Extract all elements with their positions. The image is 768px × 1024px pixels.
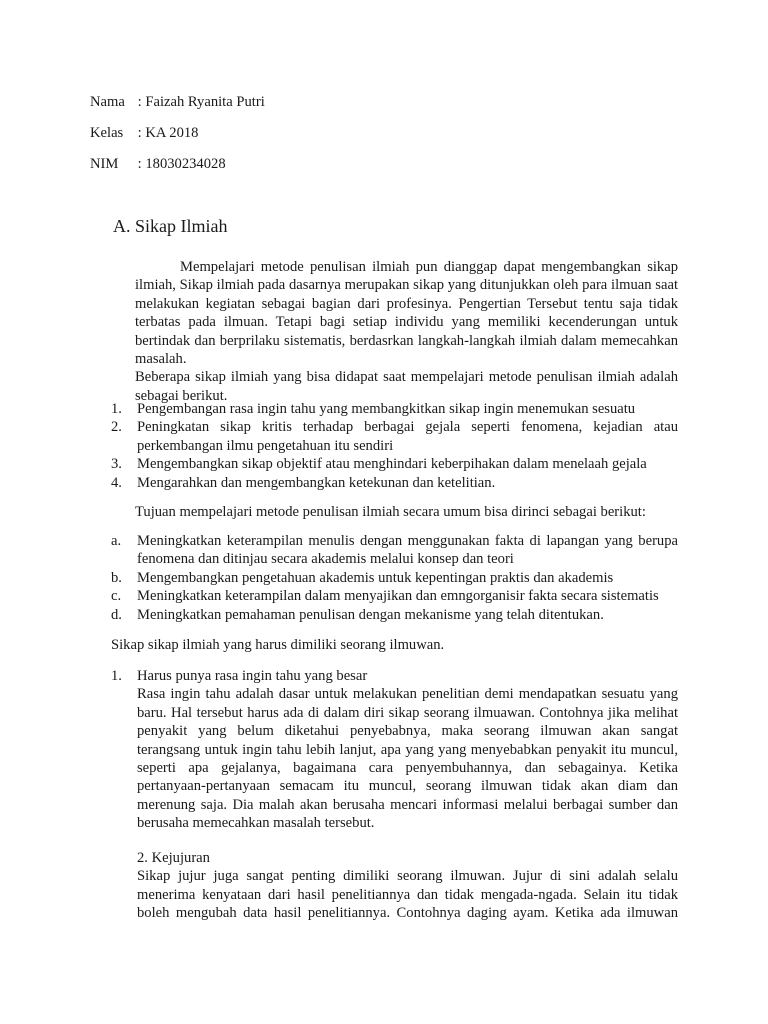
nama-label: Nama [90, 94, 125, 110]
list-item [111, 569, 678, 587]
list-item-text: Mengembangkan pengetahuan akademis untuk kepentingan praktis dan akademis [137, 569, 614, 586]
list-item [111, 474, 678, 492]
list-item-text: Pengembangan rasa ingin tahu yang membangkitkan sikap ingin menemukan sesuatu [137, 401, 636, 417]
sikap-item-2-title: 2. Kejujuran [137, 850, 210, 866]
list-item [111, 455, 678, 473]
nim-label: NIM [90, 156, 119, 172]
list-item-letter: c. [111, 588, 122, 605]
header-kelas-row [90, 124, 198, 142]
header-nama-row [90, 93, 265, 111]
list-item [111, 400, 678, 418]
list-item-text: Meningkatkan pemahaman penulisan dengan mekanisme yang telah ditentukan. [137, 606, 604, 623]
list-item [111, 587, 678, 605]
sikap-item-1-body: Rasa ingin tahu adalah dasar untuk melakukan penelitian demi mendapatkan sesuatu yang baru. Hal tersebut harus ada di dalam diri sikap seorang ilmuawan. Contohnya jika melihat penyakit yang belum diketahui penyebabnya, maka seorang ilmuwan akan sangat terangsang untuk ingin tahu lebih lanjut, apa yang yang menyebabkan penyakit itu muncul, seperti apa gejalanya, bagaimana cara penyembuhannya, dan sebagainya. Ketika pertanyaan-pertanyaan semacam itu muncul, seorang ilmuwan tidak akan diam dan merenung saja. Dia malah akan berusaha mencari informasi melalui berbagai sumber dan berusaha memecahkan masalah tersebut. [137, 686, 678, 832]
numbered-list [111, 400, 678, 492]
nama-value: : Faizah Ryanita Putri [137, 94, 265, 110]
list-item-letter: b. [111, 569, 122, 586]
list-item-number: 2. [111, 419, 122, 436]
list-item-letter: a. [111, 533, 122, 549]
list-item-letter: d. [111, 606, 122, 623]
sikap-intro: Sikap sikap ilmiah yang harus dimiliki seorang ilmuwan. [111, 637, 445, 653]
list-item-text: Peningkatan sikap kritis terhadap berbagai gejala seperti fenomena, kejadian atau perkembangan ilmu pengetahuan itu sendiri [137, 419, 678, 454]
list-item-number: 1. [111, 401, 122, 417]
list-item-text: Mengarahkan dan mengembangkan ketekunan dan ketelitian. [137, 474, 496, 491]
intro-paragraph: Mempelajari metode penulisan ilmiah pun dianggap dapat mengembangkan sikap ilmiah, Sikap ilmiah pada dasarnya merupakan sikap yang ditunjukkan oleh para ilmuan saat melakukan kegiatan sebagai bagian dari profesinya. Pengertian Tersebut tentu saja tidak terbatas pada ilmuan. Tetapi bagi setiap individu yang memiliki kecenderungan untuk bertindak dan berprilaku sistematis, berdasrkan langkah-langkah ilmiah dalam memecahkan masalah. [135, 259, 678, 368]
list-item [111, 532, 678, 569]
header-nim-row [90, 155, 226, 173]
lettered-list [111, 532, 678, 624]
list-intro: Beberapa sikap ilmiah yang bisa didapat saat mempelajari metode penulisan ilmiah adalah sebagai berikut. [135, 369, 678, 404]
list-item [111, 606, 678, 624]
intro-block [135, 258, 678, 405]
sikap-item-1-number: 1. [111, 668, 122, 684]
sikap-item-2 [137, 849, 678, 923]
list-item [111, 418, 678, 455]
list-item-number: 3. [111, 456, 122, 473]
list-item-text: Mengembangkan sikap objektif atau menghindari keberpihakan dalam menelaah gejala [137, 456, 647, 473]
tujuan-intro: Tujuan mempelajari metode penulisan ilmiah secara umum bisa dirinci sebagai berikut: [135, 504, 646, 520]
section-title: A. Sikap Ilmiah [113, 216, 228, 236]
kelas-label: Kelas [90, 125, 124, 141]
list-item-text: Meningkatkan keterampilan menulis dengan menggunakan fakta di lapangan yang berupa fenomena dan ditinjau secara akademis melalui konsep dan teori [137, 533, 678, 568]
list-item-number: 4. [111, 474, 122, 491]
sikap-item-2-body: Sikap jujur juga sangat penting dimiliki seorang ilmuwan. Jujur di sini adalah selalu menerima kenyataan dari hasil penelitiannya dan tidak mengada-ngada. Selain itu tidak boleh mengubah data hasil penelitiannya. Contohnya daging ayam. Ketika ada ilmuwan [137, 868, 678, 922]
list-item-text: Meningkatkan keterampilan dalam menyajikan dan emngorganisir fakta secara sistematis [137, 588, 659, 605]
kelas-value: : KA 2018 [137, 125, 199, 141]
nim-value: : 18030234028 [137, 156, 226, 172]
sikap-item-1-title: Harus punya rasa ingin tahu yang besar [137, 668, 368, 684]
sikap-item-1 [111, 667, 678, 833]
